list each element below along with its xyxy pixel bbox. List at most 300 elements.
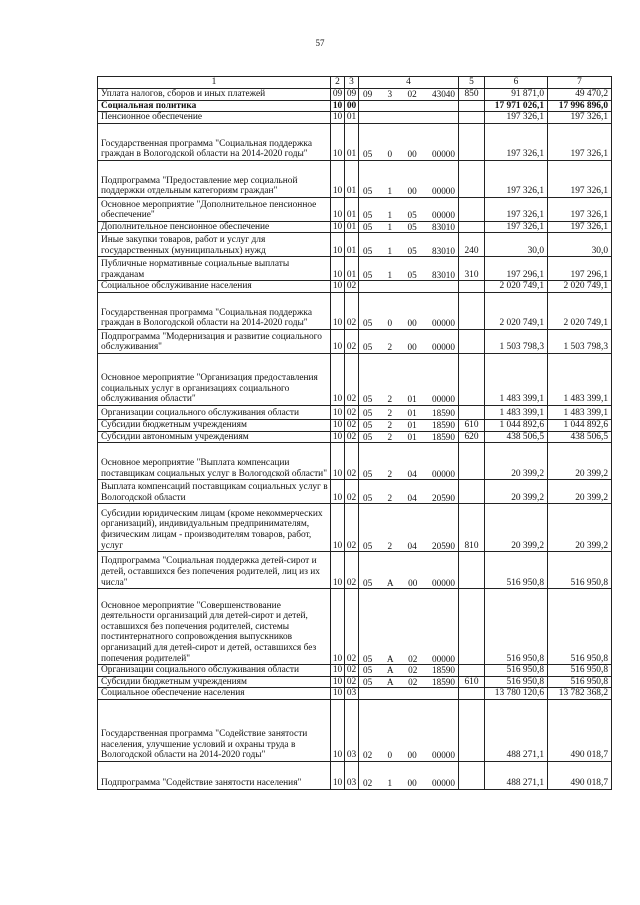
row-name-cell: Субсидии бюджетным учреждениям <box>98 676 331 688</box>
subsection-code-cell: 01 <box>345 257 359 281</box>
target-article-cell <box>359 221 459 233</box>
target-article-part: 05 <box>363 245 373 256</box>
table-row <box>98 419 612 431</box>
section-code-cell: 10 <box>331 480 345 504</box>
amount-year1-cell: 197 326,1 <box>485 112 548 124</box>
table-row <box>98 353 612 405</box>
expense-type-cell <box>459 761 485 789</box>
target-article-part: 1 <box>387 186 393 197</box>
target-article-part: 01 <box>407 419 417 430</box>
target-article-part: 05 <box>363 269 373 280</box>
target-article-part: 05 <box>363 419 373 430</box>
target-article-part: 05 <box>363 186 373 197</box>
target-article-part: 02 <box>408 676 418 687</box>
target-article-part: 00 <box>408 577 418 588</box>
target-article-part: 1 <box>387 269 393 280</box>
target-article-part: 1 <box>387 210 393 221</box>
amount-year2-cell: 20 399,2 <box>548 480 612 504</box>
target-article-code <box>359 654 458 665</box>
target-article-cell <box>359 89 459 101</box>
header-cell: 4 <box>359 77 459 89</box>
table-row <box>98 281 612 293</box>
expense-type-cell <box>459 112 485 124</box>
target-article-part: 83010 <box>432 245 455 256</box>
section-code-cell: 10 <box>331 589 345 665</box>
amount-year2-cell: 2 020 749,1 <box>548 281 612 293</box>
amount-year1-cell: 1 044 892,6 <box>485 419 548 431</box>
subsection-code-cell: 02 <box>345 353 359 405</box>
expense-type-cell: 610 <box>459 419 485 431</box>
target-article-part: 05 <box>363 468 373 479</box>
target-article-part: 83010 <box>432 269 455 280</box>
table-row <box>98 688 612 700</box>
target-article-cell <box>359 431 459 443</box>
amount-year1-cell: 516 950,8 <box>485 589 548 665</box>
target-article-part: 00 <box>407 318 417 329</box>
header-cell: 6 <box>485 77 548 89</box>
section-code-cell: 10 <box>331 160 345 197</box>
subsection-code-cell: 09 <box>345 89 359 101</box>
expense-type-cell <box>459 329 485 353</box>
target-article-part: 05 <box>363 210 373 221</box>
target-article-part: 00 <box>407 778 417 789</box>
amount-year2-cell: 49 470,2 <box>548 89 612 101</box>
target-article-part: 05 <box>363 318 373 329</box>
section-code-cell: 10 <box>331 405 345 419</box>
expense-type-cell <box>459 589 485 665</box>
subsection-code-cell: 03 <box>345 688 359 700</box>
row-name-cell: Основное мероприятие "Совершенствование деятельности организаций для детей-сирот и детей, оставшихся без попечения родителей, системы постинтернатного сопровождения выпускников организаций для детей-сирот и детей, оставшихся без попечения родителей" <box>98 589 331 665</box>
target-article-part: 01 <box>407 431 417 442</box>
subsection-code-cell: 02 <box>345 676 359 688</box>
target-article-code <box>359 342 458 353</box>
row-name-cell: Субсидии автономным учреждениям <box>98 431 331 443</box>
target-article-cell <box>359 443 459 480</box>
row-name-cell: Пенсионное обеспечение <box>98 112 331 124</box>
target-article-cell <box>359 504 459 552</box>
table-header-row <box>98 77 612 89</box>
target-article-part: 05 <box>407 221 417 232</box>
expense-type-cell <box>459 405 485 419</box>
target-article-part: 04 <box>407 540 417 551</box>
amount-year1-cell: 516 950,8 <box>485 552 548 589</box>
subsection-code-cell: 02 <box>345 431 359 443</box>
target-article-cell <box>359 699 459 761</box>
target-article-cell <box>359 160 459 197</box>
table-row <box>98 480 612 504</box>
amount-year1-cell: 91 871,0 <box>485 89 548 101</box>
header-cell: 7 <box>548 77 612 89</box>
table-row <box>98 257 612 281</box>
table-row <box>98 197 612 221</box>
amount-year1-cell: 438 506,5 <box>485 431 548 443</box>
amount-year1-cell: 516 950,8 <box>485 676 548 688</box>
subsection-code-cell: 02 <box>345 552 359 589</box>
target-article-cell <box>359 761 459 789</box>
table-row <box>98 431 612 443</box>
amount-year2-cell: 197 326,1 <box>548 112 612 124</box>
amount-year1-cell: 516 950,8 <box>485 665 548 677</box>
target-article-part: 05 <box>363 492 373 503</box>
header-cell: 1 <box>98 77 331 89</box>
target-article-part: 05 <box>363 408 373 419</box>
section-code-cell: 10 <box>331 112 345 124</box>
row-name-cell: Основное мероприятие "Организация предоставления социальных услуг в организациях социального обслуживания области" <box>98 353 331 405</box>
section-code-cell: 10 <box>331 688 345 700</box>
row-name-cell: Выплата компенсаций поставщикам социальных услуг в Вологодской области <box>98 480 331 504</box>
row-name-cell: Государственная программа "Социальная поддержка граждан в Вологодской области на 2014-2020 годы" <box>98 123 331 160</box>
table-row <box>98 100 612 112</box>
section-code-cell: 10 <box>331 419 345 431</box>
target-article-cell <box>359 589 459 665</box>
section-code-cell: 10 <box>331 431 345 443</box>
subsection-code-cell: 01 <box>345 221 359 233</box>
target-article-part: 2 <box>387 540 393 551</box>
subsection-code-cell: 02 <box>345 480 359 504</box>
amount-year2-cell: 20 399,2 <box>548 443 612 480</box>
section-code-cell: 10 <box>331 504 345 552</box>
amount-year2-cell: 516 950,8 <box>548 676 612 688</box>
amount-year1-cell: 197 296,1 <box>485 257 548 281</box>
header-cell: 5 <box>459 77 485 89</box>
target-article-part: 18590 <box>432 419 455 430</box>
subsection-code-cell: 02 <box>345 589 359 665</box>
target-article-part: 02 <box>408 665 418 676</box>
amount-year2-cell: 516 950,8 <box>548 552 612 589</box>
section-code-cell: 10 <box>331 281 345 293</box>
target-article-cell <box>359 688 459 700</box>
amount-year1-cell: 20 399,2 <box>485 480 548 504</box>
table-row <box>98 699 612 761</box>
target-article-cell <box>359 676 459 688</box>
header-cell: 3 <box>345 77 359 89</box>
expense-type-cell <box>459 197 485 221</box>
target-article-cell <box>359 405 459 419</box>
target-article-part: 00000 <box>432 778 455 789</box>
row-name-cell: Подпрограмма "Содействие занятости населения" <box>98 761 331 789</box>
target-article-code <box>359 493 458 504</box>
table-row <box>98 552 612 589</box>
target-article-part: 00000 <box>432 149 455 160</box>
expense-type-cell <box>459 221 485 233</box>
table-row <box>98 233 612 257</box>
target-article-cell <box>359 665 459 677</box>
expense-type-cell <box>459 665 485 677</box>
target-article-part: 2 <box>387 492 393 503</box>
table-row <box>98 89 612 101</box>
target-article-part: 18590 <box>432 431 455 442</box>
subsection-code-cell: 02 <box>345 405 359 419</box>
expense-type-cell: 240 <box>459 233 485 257</box>
expense-type-cell <box>459 552 485 589</box>
target-article-part: 00000 <box>432 186 455 197</box>
target-article-part: 00 <box>407 149 417 160</box>
target-article-part: 00000 <box>432 318 455 329</box>
subsection-code-cell: 02 <box>345 419 359 431</box>
expense-type-cell <box>459 480 485 504</box>
expense-type-cell <box>459 160 485 197</box>
row-name-cell: Социальное обслуживание населения <box>98 281 331 293</box>
section-code-cell: 10 <box>331 761 345 789</box>
amount-year2-cell: 516 950,8 <box>548 665 612 677</box>
row-name-cell: Организации социального обслуживания области <box>98 405 331 419</box>
target-article-part: 0 <box>387 750 393 761</box>
amount-year1-cell: 13 780 120,6 <box>485 688 548 700</box>
amount-year1-cell: 197 326,1 <box>485 221 548 233</box>
subsection-code-cell: 01 <box>345 160 359 197</box>
target-article-part: 05 <box>407 245 417 256</box>
amount-year2-cell: 516 950,8 <box>548 589 612 665</box>
section-code-cell: 10 <box>331 100 345 112</box>
row-name-cell: Уплата налогов, сборов и иных платежей <box>98 89 331 101</box>
target-article-code <box>359 665 458 676</box>
row-name-cell: Основное мероприятие "Дополнительное пенсионное обеспечение" <box>98 197 331 221</box>
target-article-part: 2 <box>387 394 393 405</box>
amount-year1-cell: 30,0 <box>485 233 548 257</box>
amount-year2-cell: 490 018,7 <box>548 699 612 761</box>
row-name-cell: Социальная политика <box>98 100 331 112</box>
section-code-cell: 10 <box>331 233 345 257</box>
subsection-code-cell: 02 <box>345 504 359 552</box>
target-article-cell <box>359 233 459 257</box>
target-article-code <box>359 270 458 281</box>
target-article-part: 1 <box>387 245 393 256</box>
section-code-cell: 10 <box>331 197 345 221</box>
target-article-part: 2 <box>387 419 393 430</box>
amount-year1-cell: 197 326,1 <box>485 123 548 160</box>
target-article-cell <box>359 329 459 353</box>
amount-year1-cell: 1 483 399,1 <box>485 353 548 405</box>
table-row <box>98 665 612 677</box>
target-article-part: 04 <box>407 492 417 503</box>
target-article-part: 00000 <box>432 653 455 664</box>
amount-year1-cell: 197 326,1 <box>485 197 548 221</box>
target-article-code <box>359 246 458 257</box>
amount-year1-cell: 2 020 749,1 <box>485 292 548 329</box>
row-name-cell: Субсидии бюджетным учреждениям <box>98 419 331 431</box>
target-article-part: 00000 <box>432 210 455 221</box>
target-article-part: 05 <box>363 540 373 551</box>
target-article-part: 00 <box>407 186 417 197</box>
subsection-code-cell: 03 <box>345 761 359 789</box>
subsection-code-cell: 02 <box>345 292 359 329</box>
amount-year1-cell: 2 020 749,1 <box>485 281 548 293</box>
target-article-code <box>359 541 458 552</box>
target-article-part: 05 <box>363 149 373 160</box>
amount-year2-cell: 197 326,1 <box>548 221 612 233</box>
amount-year2-cell: 1 483 399,1 <box>548 405 612 419</box>
expense-type-cell: 810 <box>459 504 485 552</box>
table-row <box>98 160 612 197</box>
amount-year1-cell: 20 399,2 <box>485 443 548 480</box>
amount-year2-cell: 490 018,7 <box>548 761 612 789</box>
table-row <box>98 329 612 353</box>
target-article-part: 0 <box>387 149 393 160</box>
table-row <box>98 112 612 124</box>
table-row <box>98 589 612 665</box>
target-article-cell <box>359 100 459 112</box>
target-article-part: 1 <box>387 778 393 789</box>
amount-year2-cell: 2 020 749,1 <box>548 292 612 329</box>
amount-year2-cell: 20 399,2 <box>548 504 612 552</box>
expense-type-cell: 850 <box>459 89 485 101</box>
target-article-part: 18590 <box>432 676 455 687</box>
target-article-part: А <box>386 676 394 687</box>
subsection-code-cell: 02 <box>345 443 359 480</box>
target-article-code <box>359 210 458 221</box>
target-article-part: 05 <box>363 431 373 442</box>
target-article-part: 05 <box>363 577 373 588</box>
target-article-code <box>359 420 458 431</box>
target-article-part: 00000 <box>432 750 455 761</box>
expense-type-cell <box>459 100 485 112</box>
target-article-part: 02 <box>363 750 373 761</box>
row-name-cell: Подпрограмма "Модернизация и развитие социального обслуживания" <box>98 329 331 353</box>
target-article-part: 02 <box>407 89 417 99</box>
target-article-part: 2 <box>387 408 393 419</box>
expense-type-cell <box>459 699 485 761</box>
target-article-cell <box>359 552 459 589</box>
amount-year1-cell: 1 503 798,3 <box>485 329 548 353</box>
target-article-cell <box>359 292 459 329</box>
target-article-cell <box>359 480 459 504</box>
target-article-part: 83010 <box>432 221 455 232</box>
subsection-code-cell: 02 <box>345 281 359 293</box>
section-code-cell: 10 <box>331 221 345 233</box>
amount-year1-cell: 488 271,1 <box>485 699 548 761</box>
target-article-code <box>359 408 458 419</box>
target-article-part: 20590 <box>432 540 455 551</box>
section-code-cell: 09 <box>331 89 345 101</box>
target-article-cell <box>359 197 459 221</box>
target-article-part: 3 <box>387 89 393 99</box>
target-article-part: 20590 <box>432 492 455 503</box>
section-code-cell: 10 <box>331 292 345 329</box>
target-article-code <box>359 318 458 329</box>
section-code-cell: 10 <box>331 665 345 677</box>
subsection-code-cell: 00 <box>345 100 359 112</box>
amount-year1-cell: 488 271,1 <box>485 761 548 789</box>
target-article-cell <box>359 123 459 160</box>
target-article-code <box>359 750 458 761</box>
target-article-code <box>359 677 458 688</box>
section-code-cell: 10 <box>331 699 345 761</box>
target-article-part: 1 <box>387 221 393 232</box>
amount-year2-cell: 438 506,5 <box>548 431 612 443</box>
row-name-cell: Подпрограмма "Предоставление мер социальной поддержки отдельным категориям граждан" <box>98 160 331 197</box>
target-article-part: 02 <box>408 653 418 664</box>
target-article-part: 00000 <box>432 577 455 588</box>
target-article-part: А <box>386 577 394 588</box>
row-name-cell: Подпрограмма "Социальная поддержка детей-сирот и детей, оставшихся без попечения родителей, лиц из их числа" <box>98 552 331 589</box>
target-article-cell <box>359 281 459 293</box>
amount-year2-cell: 17 996 896,0 <box>548 100 612 112</box>
target-article-part: 05 <box>363 653 373 664</box>
target-article-part: 05 <box>363 665 373 676</box>
target-article-part: 05 <box>363 342 373 353</box>
target-article-code <box>359 778 458 789</box>
row-name-cell: Субсидии юридическим лицам (кроме некоммерческих организаций), индивидуальным предпринимателям, физическим лицам - производителям товаров, работ, услуг <box>98 504 331 552</box>
target-article-code <box>359 394 458 405</box>
target-article-code <box>359 186 458 197</box>
section-code-cell: 10 <box>331 443 345 480</box>
target-article-part: 00000 <box>432 468 455 479</box>
table-row <box>98 504 612 552</box>
expense-type-cell <box>459 123 485 160</box>
amount-year2-cell: 197 296,1 <box>548 257 612 281</box>
table-row <box>98 443 612 480</box>
row-name-cell: Дополнительное пенсионное обеспечение <box>98 221 331 233</box>
target-article-cell <box>359 112 459 124</box>
subsection-code-cell: 01 <box>345 197 359 221</box>
row-name-cell: Публичные нормативные социальные выплаты гражданам <box>98 257 331 281</box>
amount-year1-cell: 197 326,1 <box>485 160 548 197</box>
budget-table <box>97 76 612 790</box>
target-article-part: 2 <box>387 468 393 479</box>
expense-type-cell <box>459 688 485 700</box>
table-row <box>98 221 612 233</box>
section-code-cell: 10 <box>331 353 345 405</box>
expense-type-cell <box>459 281 485 293</box>
expense-type-cell: 310 <box>459 257 485 281</box>
amount-year2-cell: 197 326,1 <box>548 123 612 160</box>
target-article-cell <box>359 419 459 431</box>
target-article-code <box>359 149 458 160</box>
amount-year1-cell: 17 971 026,1 <box>485 100 548 112</box>
row-name-cell: Государственная программа "Социальная поддержка граждан в Вологодской области на 2014-2020 годы" <box>98 292 331 329</box>
section-code-cell: 10 <box>331 329 345 353</box>
amount-year2-cell: 13 782 368,2 <box>548 688 612 700</box>
section-code-cell: 10 <box>331 552 345 589</box>
subsection-code-cell: 02 <box>345 665 359 677</box>
amount-year2-cell: 197 326,1 <box>548 197 612 221</box>
target-article-part: 00000 <box>432 342 455 353</box>
amount-year2-cell: 1 483 399,1 <box>548 353 612 405</box>
expense-type-cell: 610 <box>459 676 485 688</box>
expense-type-cell <box>459 353 485 405</box>
table-row <box>98 123 612 160</box>
target-article-part: 2 <box>387 342 393 353</box>
target-article-part: 05 <box>363 221 373 232</box>
target-article-code <box>359 469 458 480</box>
expense-type-cell <box>459 292 485 329</box>
target-article-part: 0 <box>387 318 393 329</box>
target-article-part: 05 <box>407 210 417 221</box>
row-name-cell: Социальное обеспечение населения <box>98 688 331 700</box>
row-name-cell: Государственная программа "Содействие занятости населения, улучшение условий и охраны труда в Вологодской области на 2014-2020 годы" <box>98 699 331 761</box>
target-article-part: 02 <box>363 778 373 789</box>
target-article-part: 05 <box>407 269 417 280</box>
subsection-code-cell: 01 <box>345 233 359 257</box>
target-article-part: 04 <box>407 468 417 479</box>
amount-year2-cell: 197 326,1 <box>548 160 612 197</box>
amount-year1-cell: 20 399,2 <box>485 504 548 552</box>
row-name-cell: Основное мероприятие "Выплата компенсации поставщикам социальных услуг в Вологодской области" <box>98 443 331 480</box>
table-row <box>98 292 612 329</box>
subsection-code-cell: 02 <box>345 329 359 353</box>
subsection-code-cell: 03 <box>345 699 359 761</box>
target-article-part: А <box>386 653 394 664</box>
table-row <box>98 761 612 789</box>
amount-year1-cell: 1 483 399,1 <box>485 405 548 419</box>
target-article-part: 01 <box>407 394 417 405</box>
target-article-part: 18590 <box>432 408 455 419</box>
amount-year2-cell: 1 044 892,6 <box>548 419 612 431</box>
target-article-cell <box>359 353 459 405</box>
target-article-code <box>359 222 458 233</box>
target-article-part: 05 <box>363 394 373 405</box>
target-article-part: 2 <box>387 431 393 442</box>
